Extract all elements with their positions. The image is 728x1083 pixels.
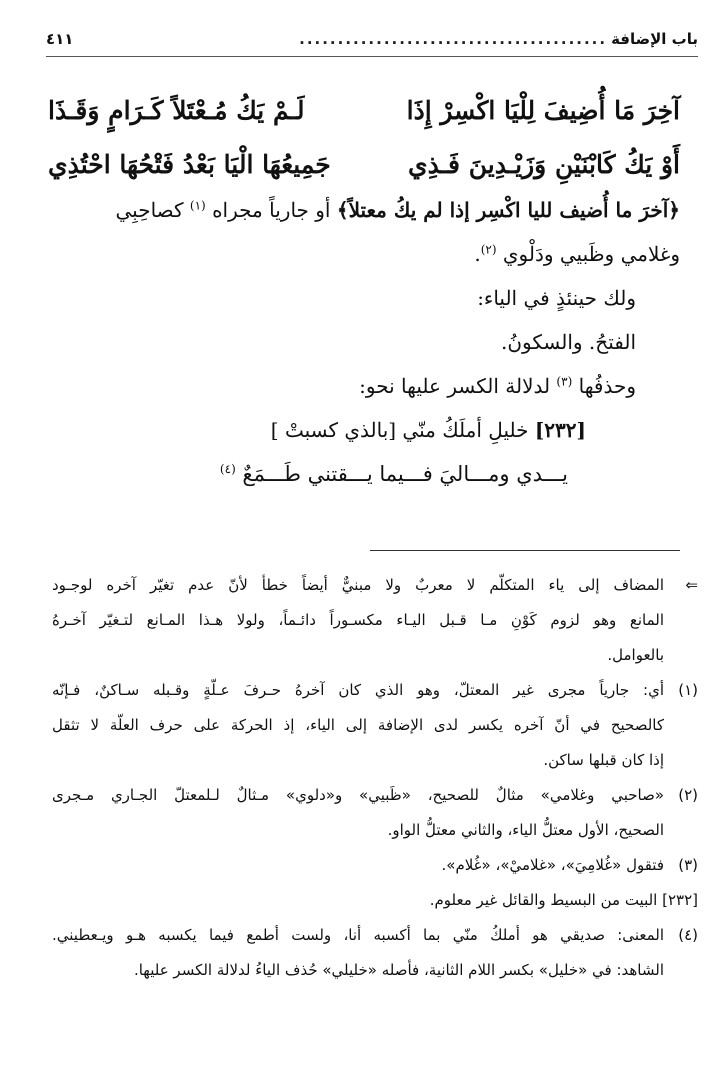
continuation-arrow-icon: ⇐ <box>685 576 698 594</box>
footnote-2 <box>52 778 698 848</box>
commentary-para-1 <box>40 188 680 232</box>
commentary-text <box>40 188 680 496</box>
footnote-line: المضاف إلى ياء المتكلّم لا معربٌ ولا مبنيٌّ أيضاً خطأ لأنّ عدم تغيّر آخره لوجـود <box>52 576 664 594</box>
header-leader-dots: ........................................ <box>299 30 608 48</box>
witness-note <box>52 953 698 988</box>
para-5-text: وحذفُها <box>572 374 636 398</box>
footnote-4 <box>52 918 698 953</box>
footnote-line: الشاهد: في «خليل» بكسر اللام الثانية، فأصله «خليلي» حُذف الياءُ لدلالة الكسر عليها. <box>133 961 664 979</box>
footnote-line: الصحيح، الأول معتلُّ الياء، والثاني معتلُّ الواو. <box>387 821 664 839</box>
running-header <box>46 30 698 56</box>
chapter-title: باب الإضافة <box>611 30 698 48</box>
footnote-1-text <box>52 673 664 778</box>
verse-2-first-hemistich: أَوْ يَكُ كَابْنَيْنِ وَزَيْـدِينَ فَـذِي <box>408 150 680 179</box>
footnote-1-mark: (١) <box>678 681 698 699</box>
verse-source-note <box>52 883 698 918</box>
footnote-line: «صاحبي وغلامي» مثالٌ للصحيح، «ظَبيي» و«دلوي» مـثالٌ لـلمعتلّ الجـاري مـجرى <box>52 786 664 804</box>
para-1-end: كصاحِبِي <box>115 198 190 222</box>
footnote-2-mark: (٢) <box>678 786 698 804</box>
footnote-line: المانع وهو لزوم كَوْنِ مـا قـبل اليـاء مكسـوراً دائـماً، ولولا هـذا المـانع لتـغيّر آخـرهُ <box>52 611 664 629</box>
footnote-1 <box>52 673 698 778</box>
quoted-text-bold: ﴿آخرَ ما أُضيف لليا اكْسِر إذا لم يكُ معتلاً﴾ <box>336 198 680 222</box>
verse-2-second-hemistich: جَمِيعُهَا الْيَا بَعْدُ فَتْحُهَا احْتُذِي <box>48 150 331 179</box>
commentary-para-5 <box>40 364 680 408</box>
verse-block <box>48 84 680 192</box>
verse-number: [٢٣٢] <box>534 418 586 442</box>
footnote-ref-3[interactable]: (٣) <box>556 374 573 389</box>
para-2-end: . <box>474 242 481 266</box>
footnotes-section <box>52 568 698 988</box>
footnote-3-text <box>52 848 664 883</box>
para-1-text: أو جارياً مجراه <box>205 198 337 222</box>
footnote-3-mark: (٣) <box>678 856 698 874</box>
quoted-verse-line-2 <box>40 452 680 496</box>
footnote-line: فتقول «غُلامِيَ»، «غلاميْ»، «غُلام». <box>441 856 664 874</box>
para-5-end: لدلالة الكسر عليها نحو: <box>359 374 557 398</box>
footnote-line: [٢٣٢] البيت من البسيط والقائل غير معلوم. <box>429 891 698 909</box>
footnote-continuation <box>52 568 698 673</box>
verse-line-2 <box>48 138 680 192</box>
verse-source-text <box>52 883 698 918</box>
commentary-para-3: ولك حينئذٍ في الياء: <box>477 286 636 310</box>
footnote-line: بالعوامل. <box>607 646 664 664</box>
footnote-ref-2[interactable]: (٢) <box>480 242 497 257</box>
footnote-ref-4[interactable]: (٤) <box>219 462 236 476</box>
footnote-line: كالصحيح في أنّ آخره يكسر لدى الإضافة إلى الياء، إذ الحركة على حرف العلّة لا تثقل <box>52 716 664 734</box>
footnote-line: أي: جارياً مجرى غير المعتلّ، وهو الذي كان آخرهُ حـرفَ عـلّةٍ وقـبله سـاكنٌ، فـإنّه <box>52 681 664 699</box>
para-2-text: وغلامي وظَبيي ودَلْوي <box>496 242 680 266</box>
header-rule <box>46 56 698 57</box>
footnote-2-text <box>52 778 664 848</box>
witness-text <box>52 953 664 988</box>
verse-1-second-hemistich: لَـمْ يَكُ مُـعْتَلاً كَـرَامٍ وَقَـذَا <box>48 96 305 125</box>
footnote-4-text <box>52 918 664 953</box>
verse-1-first-hemistich: آخِرَ مَا أُضِيفَ لِلْيَا اكْسِرْ إِذَا <box>406 96 680 125</box>
quoted-verse-text: خليلِ أملَكُ منّي [بالذي كسبتْ ] <box>270 418 535 442</box>
commentary-para-4: الفتحُ. والسكونُ. <box>501 330 636 354</box>
footnote-ref-1[interactable]: (١) <box>189 198 206 213</box>
footnote-4-mark: (٤) <box>678 926 698 944</box>
footnote-line: المعنى: صديقي هو أملكُ منّي بما أكسبه أنا، ولست أطمع فيما يكسبه هـو ويـعطيني. <box>52 926 664 944</box>
footnote-3 <box>52 848 698 883</box>
footnote-continuation-text <box>52 568 664 673</box>
quoted-verse-line-1 <box>40 408 680 452</box>
footnote-line: إذا كان قبلها ساكن. <box>543 751 664 769</box>
commentary-para-2 <box>40 232 680 276</box>
quoted-verse-text-2: يـــدي ومـــاليَ فـــيما يـــقتني طَـــمَعٌ <box>235 462 568 486</box>
verse-line-1 <box>48 84 680 138</box>
page-number: ٤١١ <box>46 30 74 48</box>
footnote-separator <box>370 550 680 551</box>
